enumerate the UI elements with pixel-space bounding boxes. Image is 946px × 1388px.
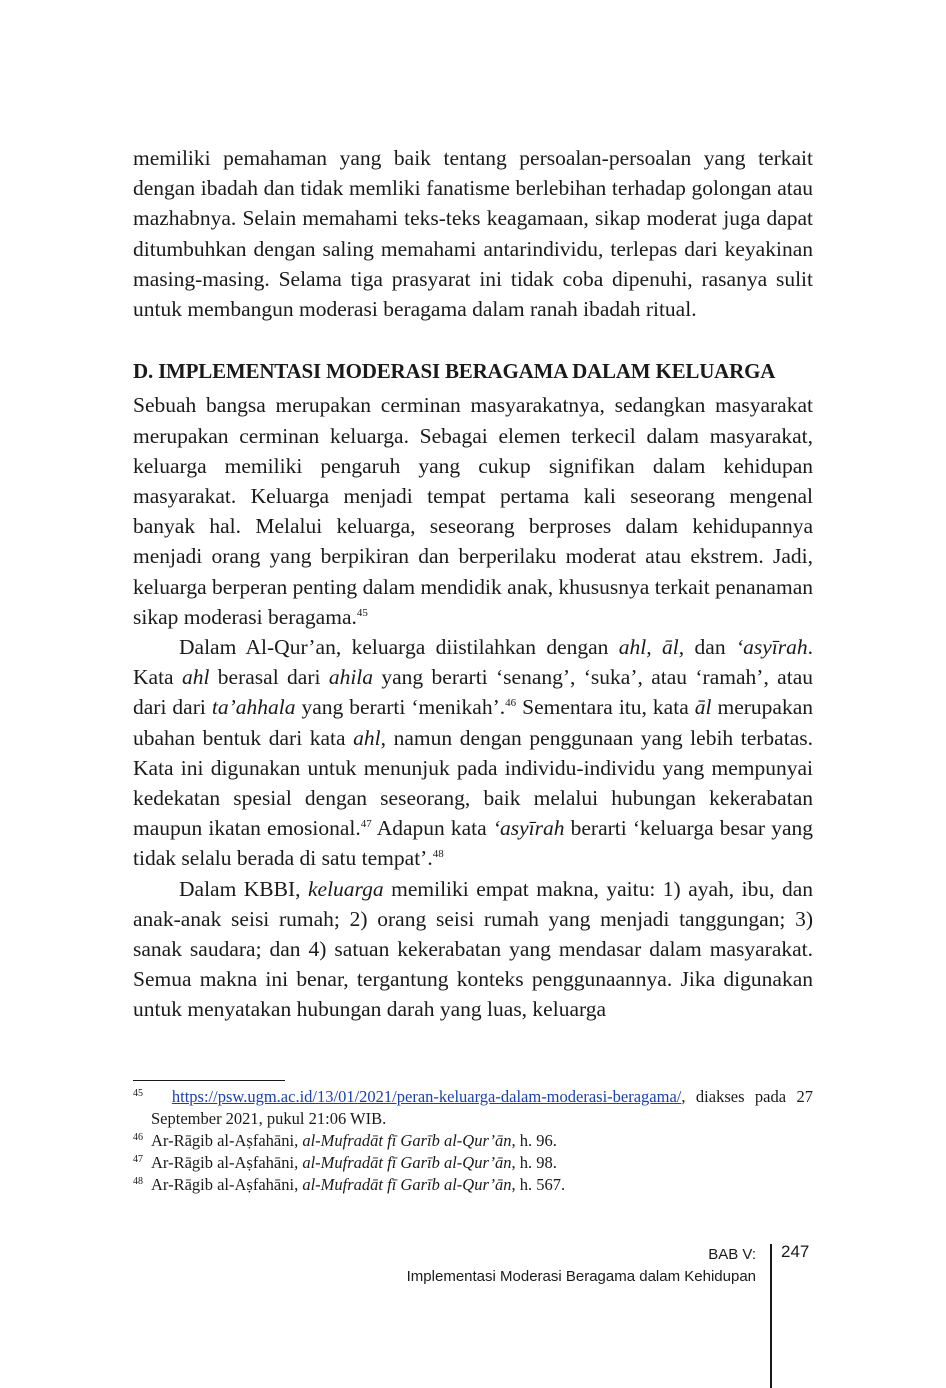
- term-ahl: ahl: [181, 665, 210, 690]
- continued-paragraph: memiliki pemahaman yang baik tentang persoalan-persoalan yang terkait dengan ibadah dan tidak memliki fanatisme berlebihan terhadap golongan atau mazhabnya. Selain memahami teks-teks keagamaan, sikap moderat juga dapat ditumbuhkan dengan saling memahami antarindividu, terlepas dari keyakinan masing-masing. Selama tiga prasyarat ini tidak coba dipenuhi, rasanya sulit untuk membangun moderasi beragama dalam ranah ibadah ritual.: [133, 146, 813, 322]
- paragraph-quran-terms: Dalam Al-Qur’an, keluarga diistilahkan dengan ahl, āl, dan ‘asyīrah. Kata ahl berasal dari ahila yang berarti ‘senang’, ‘suka’, atau ‘ramah’, atau dari dari ta’ahhala yang berarti ‘menikah’.$^{46}$ Sementara itu, kata āl merupakan ubahan bentuk dari kata ahl, namun dengan penggunaan yang lebih terbatas. Kata ini digunakan untuk menunjuk pada individu-individu yang mempunyai kedekatan spesial dengan seseorang, baik melalui hubungan kekerabatan maupun ikatan emosional.$^{47}$ Adapun kata ‘asyīrah berarti ‘keluarga besar yang tidak selalu berada di satu tempat’.$^{48}$: [133, 635, 813, 871]
- term-al: āl: [694, 695, 712, 720]
- paragraph-family-role: Sebuah bangsa merupakan cerminan masyarakatnya, sedangkan masyarakat merupakan cerminan keluarga. Sebagai elemen terkecil dalam masyarakat, keluarga memiliki pengaruh yang cukup signifikan dalam kehidupan masyarakat. Keluarga menjadi tempat pertama kali seseorang mengenal banyak hal. Melalui keluarga, seseorang berproses dalam kehidupannya menjadi orang yang berpikiran dan berperilaku moderat atau ekstrem. Jadi, keluarga berperan penting dalam mendidik anak, khususnya terkait penanaman sikap moderasi beragama.$^{45}$: [133, 393, 813, 629]
- chapter-label: BAB V:: [708, 1246, 756, 1263]
- term-asyirah-2: ‘asyīrah: [492, 816, 565, 841]
- section-heading: D. IMPLEMENTASI MODERASI BERAGAMA DALAM KELUARGA: [133, 359, 776, 384]
- footnote-46: 46 Ar-Rāgib al-Aṣfahāni, al-Mufradāt fī Garīb al-Qur’ān, h. 96.: [133, 1131, 557, 1150]
- footnotes: [133, 1080, 813, 1196]
- footnote-divider: [133, 1080, 285, 1081]
- footnote-ref-45: 45: [356, 606, 368, 619]
- footnote-number: 46: [133, 1132, 143, 1143]
- footnote-number: 45: [133, 1088, 143, 1099]
- paragraph-kbbi: Dalam KBBI, keluarga memiliki empat makna, yaitu: 1) ayah, ibu, dan anak-anak seisi rumah; 2) orang seisi rumah yang menjadi tanggungan; 3) sanak saudara; dan 4) satuan kekerabatan yang mendasar dalam masyarakat. Semua makna ini benar, tergantung konteks penggunaannya. Jika digunakan untuk menyatakan hubungan darah yang luas, keluarga: [133, 876, 813, 1022]
- footnote-48: 48 Ar-Rāgib al-Aṣfahāni, al-Mufradāt fī Garīb al-Qur’ān, h. 567.: [133, 1175, 566, 1194]
- term-keluarga: keluarga: [308, 876, 384, 901]
- footnote-ref-47: 47: [360, 818, 372, 831]
- footnote-number: 48: [133, 1176, 143, 1187]
- running-footer: [407, 1244, 756, 1288]
- page-number: 247: [781, 1242, 810, 1261]
- term-ahila: ahila: [328, 665, 374, 690]
- footnote-ref-46: 46: [505, 697, 517, 710]
- footnote-47: 47 Ar-Rāgib al-Aṣfahāni, al-Mufradāt fī Garīb al-Qur’ān, h. 98.: [133, 1153, 557, 1172]
- footnote-45: 45 https://psw.ugm.ac.id/13/01/2021/peran-keluarga-dalam-moderasi-beragama/, diakses pada 27 September 2021, pukul 21:06 WIB.: [133, 1087, 813, 1128]
- chapter-title: Implementasi Moderasi Beragama dalam Kehidupan: [406, 1268, 756, 1285]
- term-asyirah: ‘asyīrah: [735, 635, 808, 660]
- footnote-ref-48: 48: [432, 848, 444, 861]
- body-text: [133, 143, 813, 1025]
- term-ahl-al: ahl, āl,: [618, 635, 685, 660]
- term-ahl-2: ahl: [353, 725, 381, 750]
- footnote-link[interactable]: https://psw.ugm.ac.id/13/01/2021/peran-keluarga-dalam-moderasi-beragama/: [171, 1087, 682, 1106]
- footer-divider: [770, 1244, 772, 1388]
- footnote-number: 47: [133, 1154, 143, 1165]
- term-taahhala: ta’ahhala: [211, 695, 296, 720]
